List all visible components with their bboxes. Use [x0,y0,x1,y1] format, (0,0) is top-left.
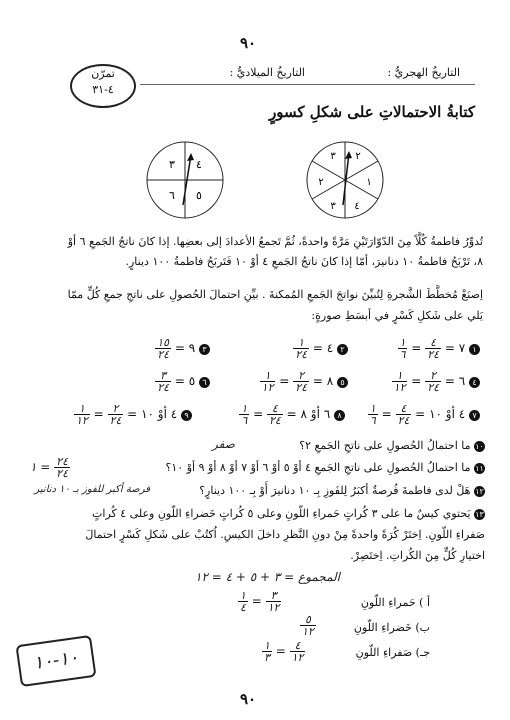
question-11-answer: ١ = $\frac{٢٤}{٢٤}$ [30,455,68,480]
problem-8-raw-fraction: $\frac{٤}{٢٤}$ [268,402,281,427]
spinner-left-label-1: ٣ [169,158,175,171]
question-13-line-2: صَفراءِ اللّونِ. اِختَرْ كُرَةً واحدةً مِنْ دونِ النَّظرِ داخلَ الكيسِ. اُكتُبْ على شَكلِ كَسْرٍ احتمالَ [85,528,485,541]
question-12-number: ١٢ [475,487,484,496]
question-13-total-work: المجموع = ٣ + ٥ + ٤ = ١٢ [195,570,340,584]
problem-4-raw-fraction: $\frac{٢}{٢٤}$ [427,369,440,394]
problem-2-answer: $\frac{١}{٢٤}$ [295,336,308,361]
question-10-text: ما احتمالُ الحُصولِ على ناتجِ الجَمعِ ٢؟ [299,439,471,452]
page-number-top: ٩٠ [240,34,257,52]
spinner-right-label-3: ١ [366,177,372,188]
question-11-number: ١١ [475,464,484,473]
problem-7-number: ٧ [469,410,480,421]
problem-6: ٦ ٥ = $\frac{٣}{٢٤}$ [60,370,210,393]
spinner-right-label-2: ٢ [355,151,361,162]
problem-7-answer: $\frac{١}{٦}$ [369,402,376,427]
spinner-left [147,142,223,218]
spinner-right-label-5: ٤ [354,201,360,212]
problem-6-label: ٥ [188,374,196,388]
intro-line-2: ٨، تَرْبَحُ فاطمةُ ١٠ دنانيرَ، أمّا إذا كانَ ناتجُ الجَمعِ ٤ أوْ ١٠ فَتَربَحُ فاطمةُ ١٠٠ دينارٍ. [125,255,483,268]
problem-8-number: ٨ [334,410,345,421]
problem-3-label: ٩ [188,341,196,355]
question-13-line-3: اختيارِ كُلٍّ مِنَ الكُراتِ. اِختَصِرْ. [350,549,485,562]
spinner-right-label-4: ٢ [318,177,324,188]
problem-8: ٨ ٦ أوْ ٨ = $\frac{٤}{٢٤}$ = $\frac{١}{٦}$ [200,403,345,426]
problem-5-answer: $\frac{١}{١٢}$ [261,369,274,394]
question-12 [150,484,485,497]
problem-1-answer: $\frac{١}{٦}$ [399,336,406,361]
problem-4-number: ٤ [469,377,480,388]
problem-5: ٥ ٨ = $\frac{٢}{٢٤}$ = $\frac{١}{١٢}$ [228,370,348,393]
problem-8-label: ٦ أوْ ٨ [300,407,331,421]
question-13-option-b: ب) خَضراءِ اللّونِ [353,621,430,634]
spinner-right [307,142,383,218]
spinner-right-label-1: ٣ [330,151,336,162]
problem-1-number: ١ [469,344,480,355]
problem-2: ٢ ٤ = $\frac{١}{٢٤}$ [228,337,348,360]
problem-7-label: ٤ أوْ ١٠ [429,407,466,421]
question-13-b-answer: $\frac{٥}{١٢}$ [302,613,314,638]
problem-4-label: ٦ [458,374,466,388]
question-10 [200,439,485,452]
instruction-line-2: يَلي على شَكلِ كَسْرٍ في أبسَطِ صورةٍ: [311,309,483,322]
problem-2-label: ٤ [326,341,334,355]
question-13-a-answer: $\frac{١}{٤}$ = $\frac{٣}{١٢}$ [240,589,280,614]
problem-9-label: ٤ أوْ ١٠ [141,407,178,421]
problem-5-number: ٥ [337,377,348,388]
problem-6-answer: $\frac{٣}{٢٤}$ [157,369,170,394]
problem-3: ٣ ٩ = $\frac{١٥}{٢٤}$ [60,337,210,360]
question-13-line-1: ١٣ يَحتوي كيسٌ ما على ٣ كُراتٍ حَمراءِ اللّونِ وعلى ٥ كُراتٍ خَضراءِ اللّونِ وعلى ٤ كُراتٍ [92,507,484,520]
problem-4: ٤ ٦ = $\frac{٢}{٢٤}$ = $\frac{١}{١٢}$ [372,370,480,393]
problem-3-answer: $\frac{١٥}{٢٤}$ [157,336,170,361]
question-13-c-answer: $\frac{١}{٣}$ = $\frac{٤}{١٢}$ [264,639,304,664]
spinners-figure [135,135,395,230]
spinner-left-label-3: ٥ [196,189,202,202]
question-10-number: ١٠ [475,442,484,451]
problem-7-raw-fraction: $\frac{٤}{٢٤}$ [397,402,410,427]
intro-line-1: تُدوِّرُ فاطمةُ كُلَّاً مِنَ الدّوّارَتَيْنِ مَرَّةً واحدةً، ثُمَّ تَجمعُ الأعدادَ إلى بعضِها. إذا كانَ ناتجُ الجَمعِ ٦ أوْ [67,235,483,248]
question-11-text: ما احتمالُ الحُصولِ على ناتجِ الجَمعِ ٤ أوْ ٥ أوْ ٦ أوْ ٧ أوْ ٨ أوْ ٩ أوْ ١٠؟ [165,461,471,474]
question-12-text: هَلْ لدى فاطمةَ فُرصةٌ أكبَرُ لِلفَوزِ بِـ ١٠ دنانيرَ أَوْ بِـ ١٠٠ دينارٍ؟ [199,484,471,497]
spinner-right-label-6: ٣ [330,201,336,212]
problem-3-number: ٣ [199,344,210,355]
page-number-bottom: ٩٠ [240,690,257,708]
problem-2-number: ٢ [337,344,348,355]
problem-9: ٩ ٤ أوْ ١٠ = $\frac{٢}{٢٤}$ = $\frac{١}{١٢}$ [40,403,192,426]
problem-1: ١ ٧ = $\frac{٤}{٢٤}$ = $\frac{١}{٦}$ [372,337,480,360]
problem-9-answer: $\frac{١}{١٢}$ [76,402,88,427]
question-10-answer: صفر [212,437,235,451]
problem-4-answer: $\frac{١}{١٢}$ [393,369,406,394]
problem-5-raw-fraction: $\frac{٢}{٢٤}$ [295,369,308,394]
question-13-option-c: جـ) صَفراءِ اللّونِ [355,646,430,659]
problem-7: ٧ ٤ أوْ ١٠ = $\frac{٤}{٢٤}$ = $\frac{١}{٦}$ [352,403,480,426]
question-13-option-a: أ ) حَمراءِ اللّونِ [360,596,430,609]
exercise-badge-title: تمرّن [91,67,115,80]
problem-1-raw-fraction: $\frac{٤}{٢٤}$ [427,336,440,361]
exercise-badge [70,64,136,108]
question-13-number: ١٣ [475,510,484,519]
problem-8-answer: $\frac{١}{٦}$ [241,402,248,427]
header-rule [140,84,475,85]
gregorian-date-label: التاريخُ الميلاديُّ : [229,66,305,79]
hijri-date-label: التاريخُ الهجريُّ : [387,66,460,79]
problem-9-number: ٩ [181,410,192,421]
spinner-left-label-2: ٤ [196,158,202,171]
spinner-left-label-4: ٦ [169,189,175,202]
grade-box: ١٠-١٠ [15,635,96,687]
problem-1-label: ٧ [458,341,466,355]
question-12-answer: فرصة أكبر للفوز بـ ١٠ دنانير [34,484,150,495]
exercise-badge-code: ٤-٣١ [92,83,114,96]
problem-9-raw-fraction: $\frac{٢}{٢٤}$ [109,402,122,427]
problem-6-number: ٦ [199,377,210,388]
question-11 [88,461,485,474]
page-title: كتابةُ الاحتمالاتِ على شكلِ كسورٍ [269,103,475,121]
problem-5-label: ٨ [326,374,334,388]
instruction-line-1: اِصنَعْ مُخطَّطَ الشَّجرةِ لِتُبيِّنَ نواتجَ الجَمعِ المُمكنةَ . بيِّنِ احتمالَ الحُصولِ على ناتجِ جمعِ كُلٍّ ممّا [67,288,483,301]
